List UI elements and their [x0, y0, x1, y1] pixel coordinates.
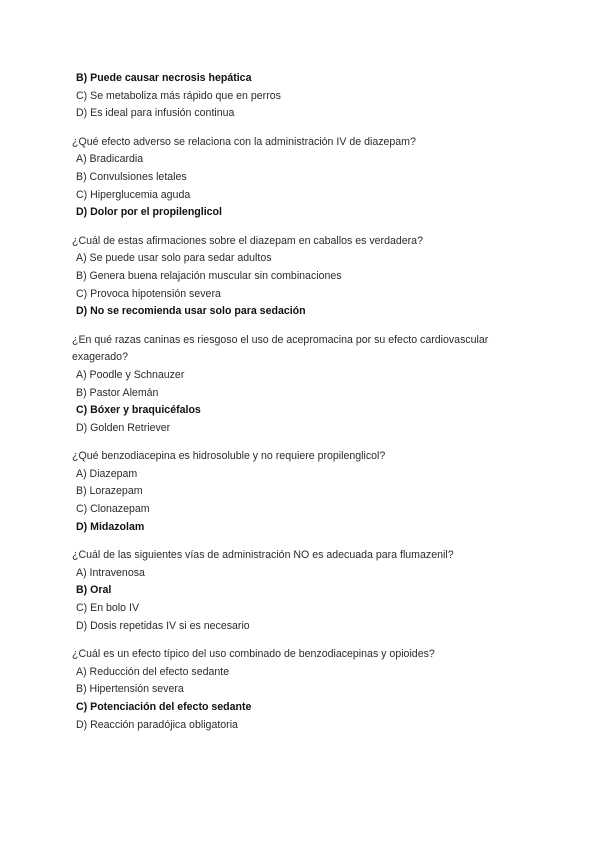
answer-option-correct: C) Potenciación del efecto sedante [76, 701, 252, 713]
question-block [72, 646, 512, 734]
answer-option-correct: C) Bóxer y braquicéfalos [76, 404, 201, 417]
answer-option-correct: D) No se recomienda usar solo para sedación [76, 305, 306, 318]
question-text: ¿Cuál de las siguientes vías de administración NO es adecuada para flumazenil? [72, 549, 454, 562]
answer-option: C) Clonazepam [76, 503, 150, 516]
answer-option: A) Intravenosa [76, 566, 145, 579]
question-text: ¿Cuál de estas afirmaciones sobre el diazepam en caballos es verdadera? [72, 234, 423, 247]
question-block [72, 233, 512, 321]
answer-option-correct: B) Puede causar necrosis hepática [76, 72, 252, 84]
answer-option: D) Golden Retriever [76, 421, 171, 434]
answer-option: C) Provoca hipotensión severa [76, 287, 221, 300]
question-text: ¿Qué efecto adverso se relaciona con la administración IV de diazepam? [72, 135, 416, 148]
answer-option: D) Es ideal para infusión continua [76, 107, 235, 120]
answer-option-correct: B) Oral [76, 584, 112, 597]
answer-option: C) En bolo IV [76, 602, 140, 615]
answer-option: B) Lorazepam [76, 485, 143, 498]
quiz-content [72, 70, 512, 734]
answer-option: A) Se puede usar solo para sedar adultos [76, 252, 272, 265]
answer-option: B) Genera buena relajación muscular sin combinaciones [76, 269, 342, 282]
answer-option: A) Diazepam [76, 467, 138, 480]
question-text: ¿Cuál es un efecto típico del uso combinado de benzodiacepinas y opioides? [72, 648, 435, 661]
answer-option: C) Se metaboliza más rápido que en perros [76, 89, 281, 102]
answer-option: B) Pastor Alemán [76, 386, 159, 399]
answer-option: B) Hipertensión severa [76, 683, 184, 696]
question-block [72, 547, 512, 635]
question-text: ¿En qué razas caninas es riesgoso el uso de acepromacina por su efecto cardiovascular exagerado? [72, 333, 489, 364]
answer-option: C) Hiperglucemia aguda [76, 188, 191, 201]
question-block [72, 134, 512, 222]
answer-option: B) Convulsiones letales [76, 170, 187, 183]
answer-option-correct: D) Dolor por el propilenglicol [76, 206, 222, 219]
answer-option: D) Dosis repetidas IV si es necesario [76, 619, 250, 632]
answer-option: A) Poodle y Schnauzer [76, 368, 185, 381]
answer-option: A) Reducción del efecto sedante [76, 665, 230, 678]
question-block [72, 448, 512, 536]
answer-option-correct: D) Midazolam [76, 520, 145, 533]
question-block [72, 332, 512, 438]
continued-question-block [72, 70, 512, 123]
answer-option: D) Reacción paradójica obligatoria [76, 718, 238, 731]
answer-option: A) Bradicardia [76, 153, 144, 166]
question-text: ¿Qué benzodiacepina es hidrosoluble y no requiere propilenglicol? [72, 450, 386, 463]
